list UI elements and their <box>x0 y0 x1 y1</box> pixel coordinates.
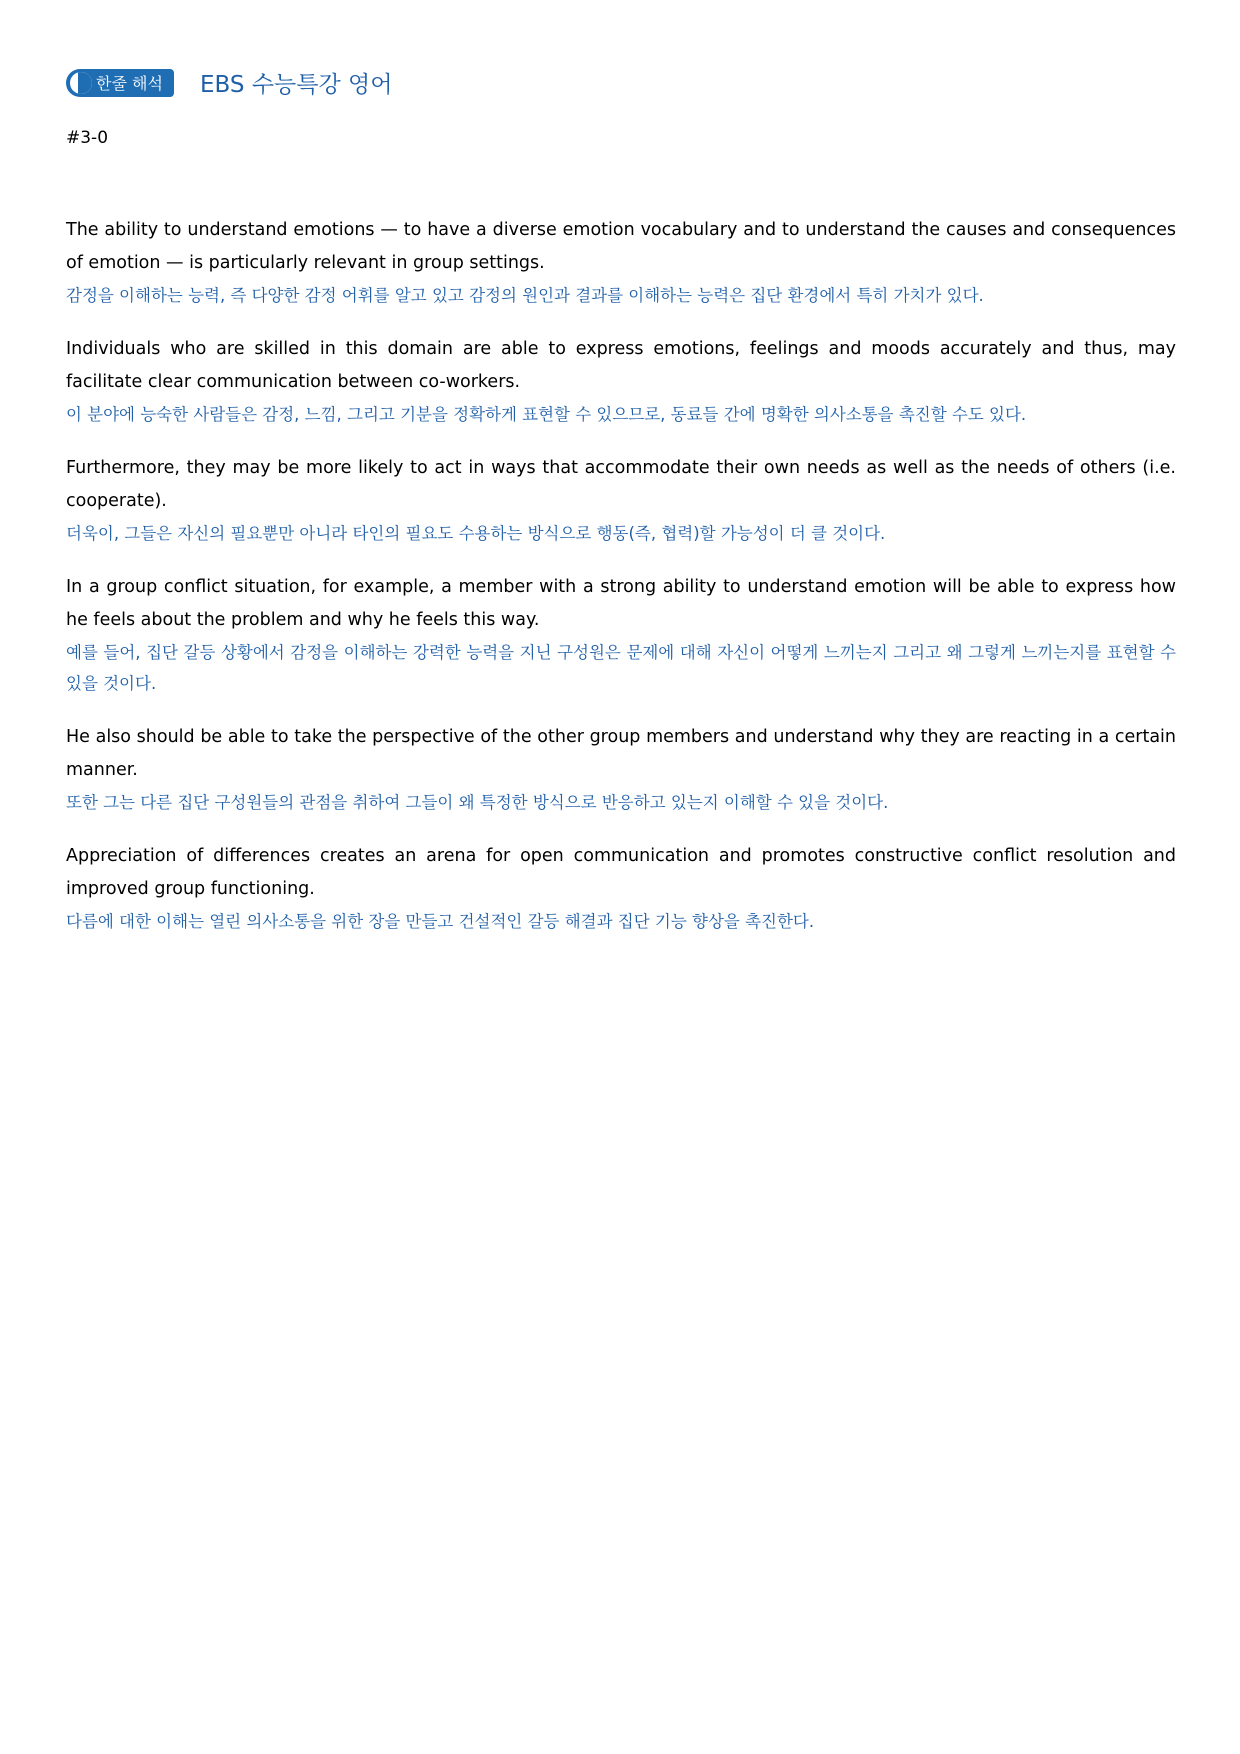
sentence-pair <box>66 840 1176 937</box>
sentence-pair <box>66 721 1176 818</box>
sentence-pair <box>66 214 1176 311</box>
korean-translation: 감정을 이해하는 능력, 즉 다양한 감정 어휘를 알고 있고 감정의 원인과 결과를 이해하는 능력은 집단 환경에서 특히 가치가 있다. <box>66 286 984 305</box>
english-sentence: He also should be able to take the perspective of the other group members and understand why they are reacting in a certain manner. <box>66 727 1176 780</box>
passage-content <box>66 214 1176 959</box>
sentence-pair <box>66 452 1176 549</box>
sentence-pair <box>66 571 1176 699</box>
translation-badge <box>66 69 174 97</box>
english-sentence: In a group conflict situation, for example, a member with a strong ability to understand emotion will be able to express how he feels about the problem and why he feels this way. <box>66 577 1176 630</box>
section-number: #3-0 <box>66 128 109 148</box>
sentence-pair <box>66 333 1176 430</box>
english-sentence: The ability to understand emotions — to have a diverse emotion vocabulary and to understand the causes and consequences of emotion — is particularly relevant in group settings. <box>66 220 1176 273</box>
document-header <box>66 66 392 99</box>
korean-translation: 이 분야에 능숙한 사람들은 감정, 느낌, 그리고 기분을 정확하게 표현할 수 있으므로, 동료들 간에 명확한 의사소통을 촉진할 수도 있다. <box>66 405 1027 424</box>
korean-translation: 더욱이, 그들은 자신의 필요뿐만 아니라 타인의 필요도 수용하는 방식으로 행동(즉, 협력)할 가능성이 더 클 것이다. <box>66 524 886 543</box>
english-sentence: Individuals who are skilled in this domain are able to express emotions, feelings and moods accurately and thus, may facilitate clear communication between co-workers. <box>66 339 1176 392</box>
korean-translation: 예를 들어, 집단 갈등 상황에서 감정을 이해하는 강력한 능력을 지닌 구성원은 문제에 대해 자신이 어떻게 느끼는지 그리고 왜 그렇게 느끼는지를 표현할 수 있을 것이다. <box>66 643 1176 693</box>
english-sentence: Furthermore, they may be more likely to act in ways that accommodate their own needs as well as the needs of others (i.e. cooperate). <box>66 458 1176 511</box>
half-circle-icon <box>70 72 92 94</box>
korean-translation: 또한 그는 다른 집단 구성원들의 관점을 취하여 그들이 왜 특정한 방식으로 반응하고 있는지 이해할 수 있을 것이다. <box>66 793 889 812</box>
korean-translation: 다름에 대한 이해는 열린 의사소통을 위한 장을 만들고 건설적인 갈등 해결과 집단 기능 향상을 촉진한다. <box>66 912 815 931</box>
badge-label: 한줄 해석 <box>96 74 163 93</box>
document-title: EBS 수능특강 영어 <box>200 72 393 98</box>
english-sentence: Appreciation of differences creates an arena for open communication and promotes constructive conflict resolution and improved group functioning. <box>66 846 1176 899</box>
